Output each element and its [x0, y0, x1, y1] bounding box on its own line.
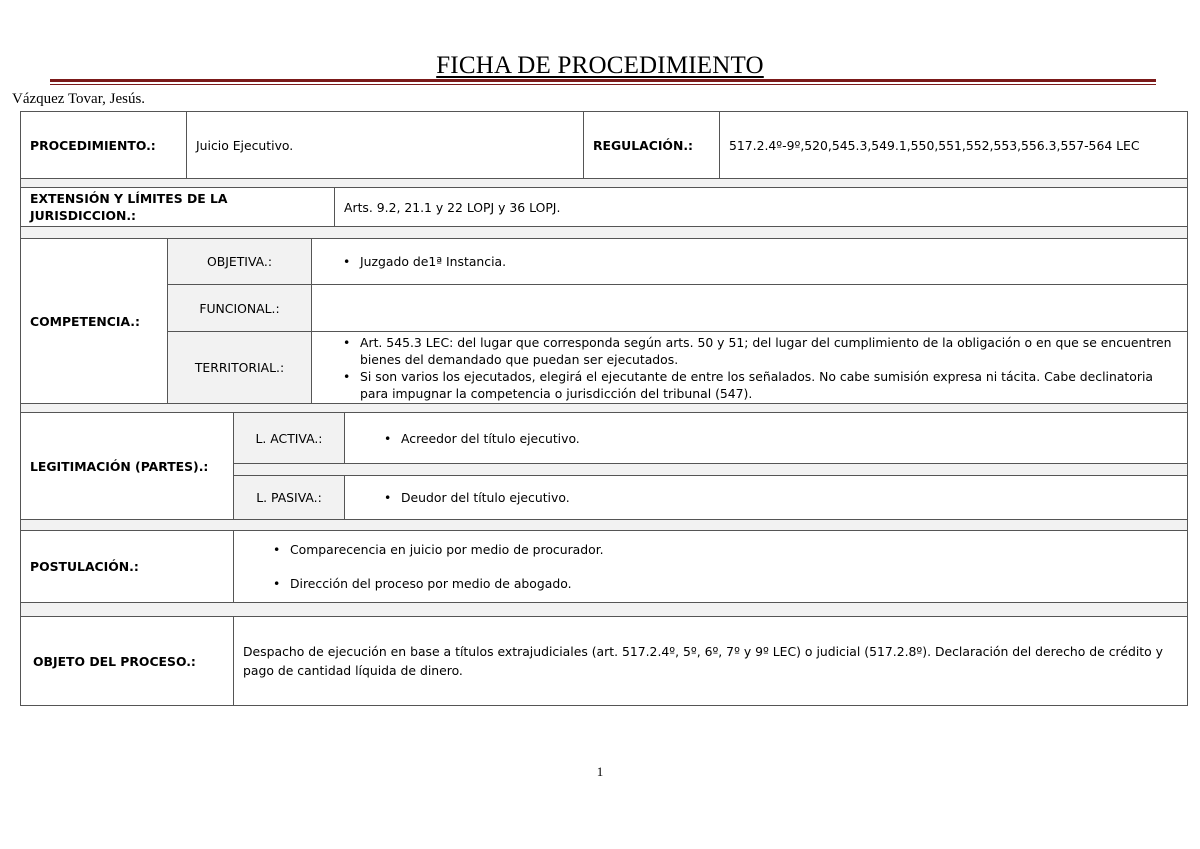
pasiva-label: L. PASIVA.:	[233, 475, 345, 520]
title-rule-top	[50, 79, 1156, 82]
page-title: FICHA DE PROCEDIMIENTO	[436, 52, 764, 79]
procedimiento-value: Juicio Ejecutivo.	[186, 111, 584, 179]
funcional-label: FUNCIONAL.:	[167, 284, 312, 332]
postulacion-label: POSTULACIÓN.:	[20, 530, 234, 603]
postulacion-item: • Dirección del proceso por medio de abogado.	[272, 575, 604, 593]
jurisdiccion-label: EXTENSIÓN Y LÍMITES DE LA JURISDICCION.:	[20, 187, 335, 227]
territorial-value	[311, 331, 1188, 404]
objeto-value: Despacho de ejecución en base a títulos extrajudiciales (art. 517.2.4º, 5º, 6º, 7º y 9º LEC) o judicial (517.2.8º). Declaración del derecho de crédito y pago de cantidad líquida de dinero.	[233, 616, 1188, 706]
activa-item: • Acreedor del título ejecutivo.	[383, 430, 580, 447]
objetiva-value	[311, 238, 1188, 285]
objeto-label: OBJETO DEL PROCESO.:	[20, 616, 234, 706]
postulacion-value	[233, 530, 1188, 603]
activa-label: L. ACTIVA.:	[233, 412, 345, 464]
pasiva-value	[344, 475, 1188, 520]
procedure-table	[20, 111, 1188, 706]
territorial-item: • Art. 545.3 LEC: del lugar que corresponda según arts. 50 y 51; del lugar del cumplimiento de la obligación o en que se encuentren bienes del demandado que puedan ser ejecutados.	[342, 334, 1181, 368]
procedimiento-label: PROCEDIMIENTO.:	[20, 111, 187, 179]
objetiva-label: OBJETIVA.:	[167, 238, 312, 285]
jurisdiccion-value: Arts. 9.2, 21.1 y 22 LOPJ y 36 LOPJ.	[334, 187, 1188, 227]
regulacion-value: 517.2.4º-9º,520,545.3,549.1,550,551,552,553,556.3,557-564 LEC	[719, 111, 1188, 179]
objetiva-item: • Juzgado de1ª Instancia.	[342, 253, 506, 270]
regulacion-label: REGULACIÓN.:	[583, 111, 720, 179]
postulacion-item: • Comparecencia en juicio por medio de procurador.	[272, 541, 604, 559]
competencia-label: COMPETENCIA.:	[20, 238, 168, 404]
territorial-item: • Si son varios los ejecutados, elegirá el ejecutante de entre los señalados. No cabe sumisión expresa ni tácita. Cabe declinatoria para impugnar la competencia o jurisdicción del tribunal (547).	[342, 368, 1181, 402]
pasiva-item: • Deudor del título ejecutivo.	[383, 489, 570, 506]
author-name: Vázquez Tovar, Jesús.	[12, 91, 146, 107]
title-rule-bottom	[50, 84, 1156, 85]
separator-row	[20, 602, 1188, 617]
funcional-value	[311, 284, 1188, 332]
activa-value	[344, 412, 1188, 464]
territorial-label: TERRITORIAL.:	[167, 331, 312, 404]
legitimacion-label: LEGITIMACIÓN (PARTES).:	[20, 412, 234, 520]
page-number: 1	[596, 764, 604, 779]
